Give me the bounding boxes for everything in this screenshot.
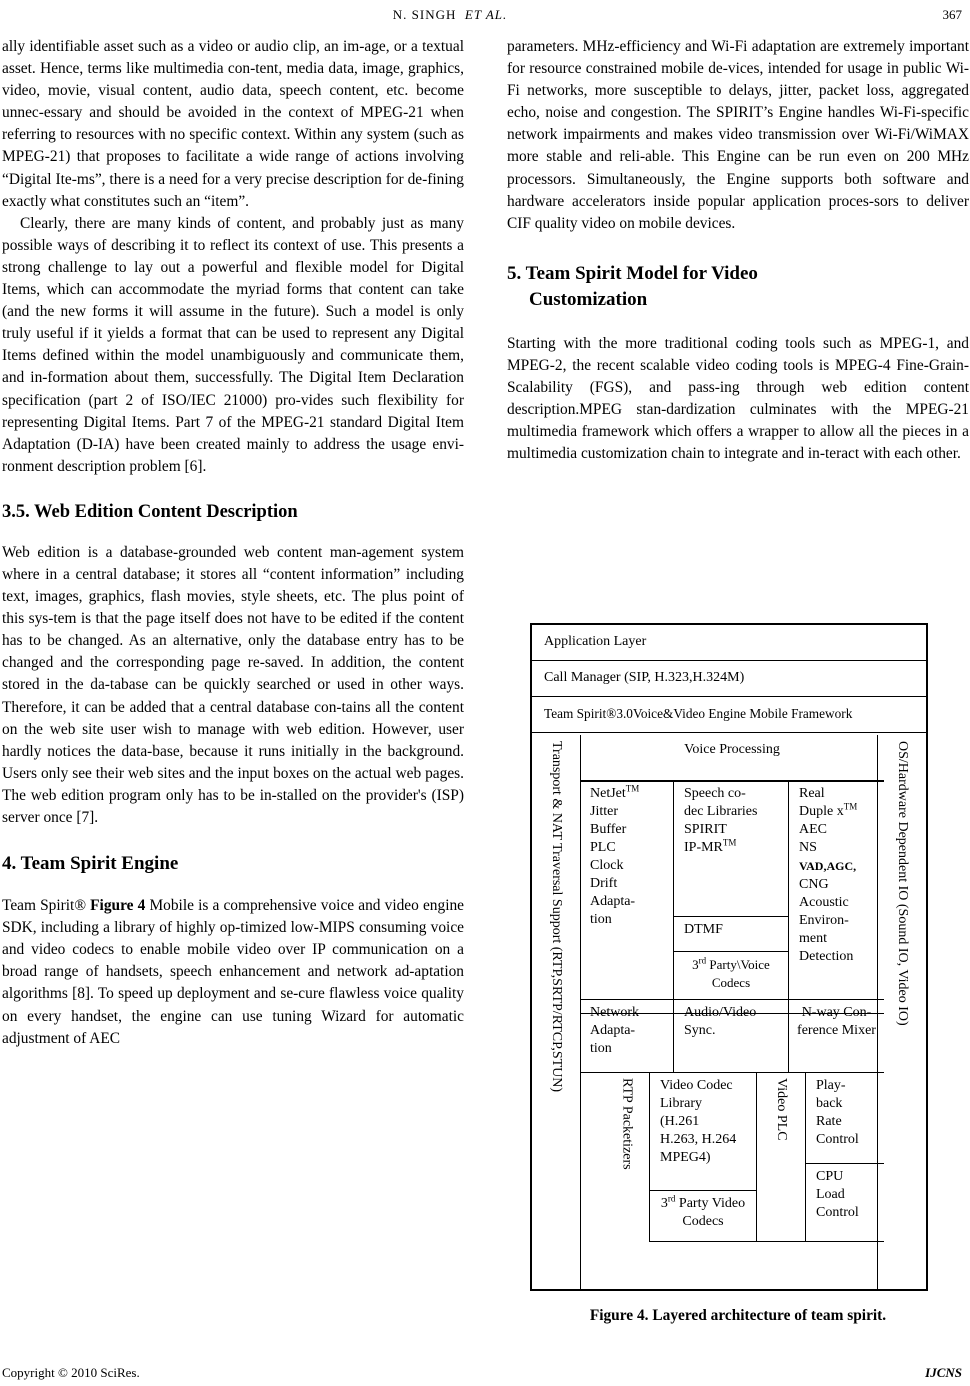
speech-codec-box: Speech co- dec Libraries SPIRIT IP-MR™ bbox=[673, 780, 789, 917]
journal-name: IJCNS bbox=[925, 1365, 962, 1380]
section-heading-4: 4. Team Spirit Engine bbox=[2, 853, 179, 875]
playback-rate-box: Play- back Rate Control bbox=[805, 1072, 884, 1164]
page-number: 367 bbox=[942, 7, 962, 22]
av-sync-box: Audio/Video Sync. bbox=[673, 999, 789, 1073]
paragraph: Clearly, there are many kinds of content, and probably just as many possible ways of describing it to reflect its context of use. This presents a strong challenge to lay out a powerful and flexible model for Digital Items, which can accommodate the myriad forms that content can take (and the new forms it will assume in the future). Such a model is only truly useful if it yields a format that can be used to represent any Digital Items defined within the model unambiguously and communicate them, and in-formation about them, successfully. The Digital Item Declaration specification (part 2 of ISO/IEC 21000) pro-vides such flexibility for representing Digital Items. Part 7 of the MPEG-21 standard Digital Item Adaptation (D-IA) have been created mainly to address the usage envi-ronment description problem [6]. bbox=[2, 214, 464, 475]
paragraph: ally identifiable asset such as a video or audio clip, an im-age, or a textual asset. Hence, terms like multimedia con-tent, media data, image, graphics, video, movie, visual content, audio data, speech content, etc. become unnec-essary and should be avoided in the context of MPEG-21 when referring to resources with no specific context. Within any system (such as MPEG-21) that proposes to facilitate a wide range of actions involving “Digital Ite-ms”, there is a need for a very precise description for de-fining exactly what constitutes such an “item”. bbox=[2, 38, 464, 210]
section-heading-5: 5. Team Spirit Model for Video Customization bbox=[507, 262, 758, 310]
paragraph: Team Spirit® Figure 4 Mobile is a comprehensive voice and video engine SDK, including a library of highly op-timized low-MIPS consuming voice and video codecs to enable mobile video over IP communication on a broad range of handsets, speech enhancement and network ad-aptation algorithms [8]. To speed up deployment and se-cure flawless voice quality on every handset, the engine can use tuning Wizard for automatic adjustment of AEC bbox=[2, 897, 464, 1047]
paragraph: Starting with the more traditional coding tools such as MPEG-1, and MPEG-2, the recent scalable video coding tools is MPEG-4 Fine-Grain-Scalability (FGS), and pass-ing through web edition content description.MPEG stan-dardization culminates with the MPEG-21 multimedia framework which offers a wrapper to allow all the pieces in a multimedia customization chain to integrate and in-teract with each other. bbox=[507, 334, 969, 463]
video-plc-box: Video PLC bbox=[756, 1072, 806, 1242]
left-column bbox=[2, 36, 464, 1050]
figure-caption: Figure 4. Layered architecture of team spirit. bbox=[589, 1307, 887, 1324]
rtp-packetizers-box: RTP Packetizers bbox=[604, 1072, 650, 1242]
third-party-voice-codecs: 3rd Party\Voice Codecs bbox=[673, 951, 789, 1014]
framework-layer: Team Spirit®3.0Voice&Video Engine Mobile Framework bbox=[532, 697, 926, 733]
header-etal: ET AL. bbox=[464, 7, 508, 22]
nway-mixer-box: N-way Con- ference Mixer bbox=[788, 999, 884, 1073]
voice-processing: Voice Processing bbox=[580, 735, 884, 782]
application-layer: Application Layer bbox=[532, 625, 926, 661]
section-heading-3-5: 3.5. Web Edition Content Description bbox=[2, 501, 298, 522]
video-codec-library-box: Video Codec Library (H.261 H.263, H.264 MPEG4) bbox=[649, 1072, 757, 1191]
copyright: Copyright © 2010 SciRes. bbox=[2, 1365, 140, 1380]
os-hardware-column: OS/Hardware Dependent IO (Sound IO, Video IO) bbox=[877, 735, 926, 1289]
paragraph: Web edition is a database-grounded web content man-agement system where in a central database; it stores all “content information” including text, images, graphics, flash movies, style sheets, etc. The plus point of this sys-tem is that the page itself does not have to be edited if the content has to be changed. As an alternative, only the database entry has to be changed and the corresponding page re-saved. In addition, the content stored in the da-tabase can be quickly searched or used in other ways. Therefore, it can be added that a central database con-tains all the content on the web site user wish to manage with web edition. However, user hardly notices the data-base, because it runs initially in the background. Users only see their web sites and the input boxes on the actual web pages. The web edition program only has to be in-stalled on the provider's (ISP) server once [7]. bbox=[2, 543, 464, 826]
header-authors: N. SINGH bbox=[392, 7, 457, 22]
network-adaptation-box: Network Adapta- tion bbox=[580, 999, 674, 1073]
transport-column: Transport & NAT Traversal Support (RTP,SRTP/RTCP,STUN) bbox=[532, 735, 581, 1289]
real-duplex-box: Real Duple x™ AEC NS VAD,AGC, CNG Acoustic Environ- ment Detection bbox=[788, 780, 884, 1014]
dtmf-box: DTMF bbox=[673, 916, 789, 952]
running-header bbox=[0, 7, 900, 23]
third-party-video-codecs: 3rd Party Video Codecs bbox=[649, 1190, 757, 1242]
figure-ref[interactable]: Figure 4 bbox=[90, 897, 146, 915]
paragraph: parameters. MHz-efficiency and Wi-Fi adaptation are extremely important for resource constrained mobile de-vices, intended for usage in public Wi-Fi networks, more susceptible to delays, jitter, packet loss, aggregated echo, noise and congestion. The SPIRIT’s Engine handles Wi-Fi-specific network impairments and makes video transmission over Wi-Fi/WiMAX more stable and reli-able. This Engine can be run even on 200 MHz processors. Simultaneously, the Engine supports both software and hardware accelerators inside popular application proces-sors to deliver CIF quality video on mobile devices. bbox=[507, 38, 969, 232]
figure-diagram bbox=[530, 623, 928, 1291]
cpu-load-box: CPU Load Control bbox=[805, 1163, 884, 1242]
right-column bbox=[507, 36, 969, 465]
call-manager-layer: Call Manager (SIP, H.323,H.324M) bbox=[532, 661, 926, 697]
netjet-box: NetJet™ Jitter Buffer PLC Clock Drift Adapta- tion bbox=[580, 780, 674, 1014]
